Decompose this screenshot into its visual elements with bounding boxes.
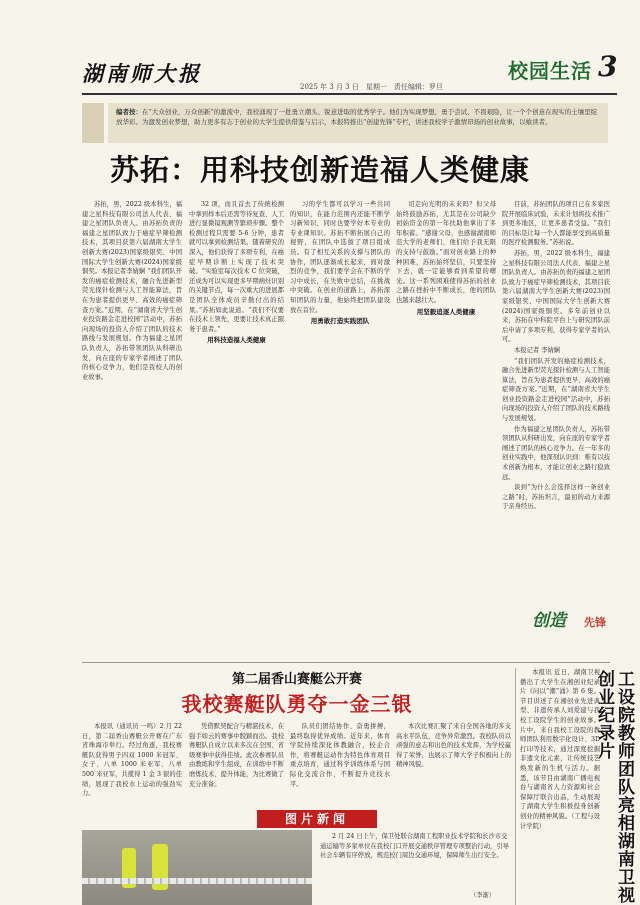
- article-paragraph: 谈到“为什么会选择这样一条创业之路”时，苏拓坦言，最初的动力来源于亲身经历。: [502, 484, 610, 511]
- article-text: 苏拓，男，2022 级本科生，福建之星科技有限公司法人代表、福建之星团队负责人。由苏拓负责的福建之星团队致力于癌症早筛检测技术，其项目获第六届湖南大学生创新大赛(2023)国家级银奖、中国国际大学生创新大赛(2024)国家级铜奖。本报记者李婧娴 “我们团队开发的癌症检测技术，融合先进新型荧光探针检测与人工智能算法，旨在为患者提供更早、高效的癌症筛查方案。”近期，在“湖南省大学生创业投资路金走进校园”活动中，苏拓向现场的投资人介绍了团队的技术路线与发展规划。作为福建之星团队负责人，苏拓带领团队从科研出发，向在座的专家学者阐述了团队的核心竞争力，他们是我校人的创业故事。: [82, 201, 182, 381]
- rowing-column-2: [189, 722, 284, 806]
- masthead-rule: [82, 93, 617, 95]
- side-headline: 工设院教师团队亮相湖南卫视创业纪录片: [594, 670, 634, 904]
- creation-pioneer-logo: [522, 600, 614, 640]
- editor-note-label: 编者按：: [116, 108, 142, 116]
- photo-news-banner: 图片新闻: [257, 810, 377, 828]
- rowing-column-1: [82, 722, 182, 806]
- article-text: 32 项，而且首去了传统检测中拿到样本后还需等待复查、人工进行显微镜观测等繁琐步骤。整个检测过程只需要 5-6 分钟，患者就可以拿到检测结果。随着研究的深入，他们获得了多项专利，在癌症早期诊断上实现了技术突破。“实验室每次技术 C 位突破，还成为可以实现更多早期病灶识别的关键节点，每一次重大的进展都是团队全体成员辛勤付出的结果。”苏拓如此说道。“我们不仅要在技术上领先，更要让技术真正服务于患者。”: [189, 201, 284, 333]
- side-article-text: 本报讯 近日，湖南卫视播出了大学生在湘创业纪录片《问以“潮”涌》第 6 集。节目讲述了在湘创业先进典型、非遗传承人刘爱建与我校工设院学生的创业故事。片中，来自我校工设院的教师团队利用数字化设计、3D 打印等技术，通过深度挖掘非遗文化元素，让传统技艺焕发新的生机与活力。据悉，该节目由湖南广播电视台与湖南省人力资源和社会保障厅联合出品，生动展现了湖南大学生积极投身创新创业的精神风貌。（工程与设计学院）: [520, 669, 600, 830]
- side-article: [520, 668, 600, 905]
- article-column-5: [502, 200, 610, 590]
- logo-accent-text: 先锋: [584, 616, 606, 629]
- rowing-column-3: [290, 722, 390, 806]
- article-column-3: [290, 200, 390, 740]
- article-text: 队员们团结协作、奋勇拼搏，最终取得优异成绩。近年来，体育学院持续深化体教融合，校企合作，将赛艇运动作为特色体育项目重点培育，通过科学训练体系与国际化交流合作，不断提升竞技水平。: [290, 723, 390, 788]
- news-photo: [82, 830, 312, 905]
- editor-note-text: 在“大众创业，万众创新”的激流中，我校涌现了一批勇立潮头、锐意进取的优秀学子。他们为实现梦想，勇于尝试、不畏艰险，让一个个创意在现实的土壤里绽放华彩。为激发创业梦想，助力更多有志于创业的大学生提供借鉴与启示，本报特推出“创建先锋”专栏，讲述我校学子激情昂扬的创业故事，以飨读者。: [116, 108, 598, 126]
- editor-note-decoration: [82, 103, 104, 143]
- side-rule: [515, 668, 516, 905]
- issue-line: 2025 年 3 月 3 日 星期一 责任编辑：罗旦: [300, 83, 443, 91]
- article-text: 凭借默契配合与精湛技术，在强手如云的赛事中脱颖而出。我校赛艇队自成立以来多次在全国、省级赛事中获得佳绩。此次参赛队员由教练和学生组成，在训练中不断磨炼技术、提升体能，为比赛做了充分准备。: [189, 723, 284, 788]
- article-reporter: 本报记者 李婧娴: [514, 346, 561, 354]
- section-divider: [82, 662, 610, 663]
- article-intro: 苏拓，男，2022 级本科生，福建之星科技有限公司法人代表、福建之星团队负责人。由苏拓负责的福建之星团队致力于癌症早筛检测技术，其项目获第六届湖南大学生创新大赛(2023)国家级银奖、中国国际大学生创新大赛(2024)国家级铜奖。多年前创业以来，苏拓在中科院平台上与研究团队前后申请了多项专利，获得专家学者的认可。: [502, 249, 610, 344]
- page-number: 3: [598, 50, 618, 83]
- article-text: 司走向光明的未来吗？但父母始终鼓励苏拓，尤其是在公司缺少初始资金的第一年扶助他拿出了多年积蓄。“感谢父母，也感谢湖南师范大学的老师们，他们给予我无限的支持与鼓励。”面对创业路上的种种困难，苏拓始终坚信，只要坚持下去，就一定能够看到希望的曙光。这一系列困难使得苏拓的创业之路在挫折中不断成长，他的团队也越来越壮大。: [396, 201, 496, 304]
- rowing-headline: 我校赛艇队勇夺一金三银: [181, 692, 413, 716]
- editor-note: [108, 103, 608, 143]
- rowing-column-4: [396, 722, 511, 806]
- photo-fence: [82, 878, 312, 884]
- paper-name: 湖南师大报: [82, 61, 202, 86]
- article-text: 本报讯（通讯员 一鸣）2 月 22 日，第二届香山赛艇公开赛在广东省珠海市举行。经过角逐，我校赛艇队获得男子四双 1000 米冠军、女子、八单 1000 米亚军、八单 500 米亚军，共揽得 1 金 3 银的佳绩，展现了我校水上运动的强劲实力。: [82, 723, 182, 798]
- article-text: 目前，苏拓团队的项目已在多家医院开展临床试验，未来计划将技术推广到更多地区，让更多患者受益。“我们的目标是让每一个人都能享受到高质量的医疗检测服务。”苏拓说。: [502, 201, 610, 247]
- article-column-1: [82, 200, 182, 740]
- main-headline: 苏拓：用科技创新造福人类健康: [109, 153, 530, 187]
- section-logo: 校园生活: [508, 59, 592, 83]
- photo-credit: （李渐）: [470, 892, 496, 899]
- photo-caption-text: 2 月 24 日上午，保卫处联合湖南工程职业技术学院和长沙市交通运输等多家单位在我校门口开展交通秩序管理专项整治行动，引导社会车辆有序停放，规范校门周边交通环境，保障师生出行安全。: [320, 833, 509, 860]
- logo-main-text: 创造: [532, 611, 566, 631]
- article-text: 本次比赛汇聚了来自全国各地的多支高水平队伍，竞争异常激烈。我校队员以顽强的意志和出色的技术发挥，为学校赢得了荣誉，也展示了师大学子积极向上的精神风貌。: [396, 723, 511, 769]
- article-paragraph: 作为福建之星团队负责人，苏拓带领团队从科研出发，向在座的专家学者阐述了团队的核心竞争力。在一年多的创业实践中，他深刻认识到：唯有以技术创新为根本，才能让创业之路行稳致远。: [502, 425, 610, 481]
- article-subhead: 用勇敢打造实践团队: [310, 317, 370, 326]
- article-paragraph: “我们团队开发的癌症检测技术，融合先进新型荧光探针检测与人工智能算法，旨在为患者提供更早、高效的癌症筛查方案。”近期，在“湖南省大学生创业投资路金走进校园”活动中，苏拓向现场的投资人介绍了团队的技术路线与发展规划。: [502, 357, 610, 423]
- article-column-2: [189, 200, 284, 740]
- rowing-kicker: 第二届香山赛艇公开赛: [231, 672, 362, 687]
- article-subhead: 用科技造福人类健康: [207, 336, 266, 345]
- article-text: 习的学生都可以学习一些共同的知识，在能力范围内还能不断学习新知识，同时也要学好本专业的专业课知识。苏拓不断拓展自己的视野，在团队中选拔了项目组成员。有了相互关系的支撑与团队的协作，团队逐渐成长起来，面对激烈的竞争，我们要学会在不断的学习中成长，在失败中总结，在挑战中突破。在创业的道路上，苏拓深知团队的力量，他始终把团队建设放在首位。: [290, 201, 390, 314]
- article-column-4: [396, 200, 496, 740]
- article-subhead: 用坚毅追逐人类健康: [416, 307, 476, 316]
